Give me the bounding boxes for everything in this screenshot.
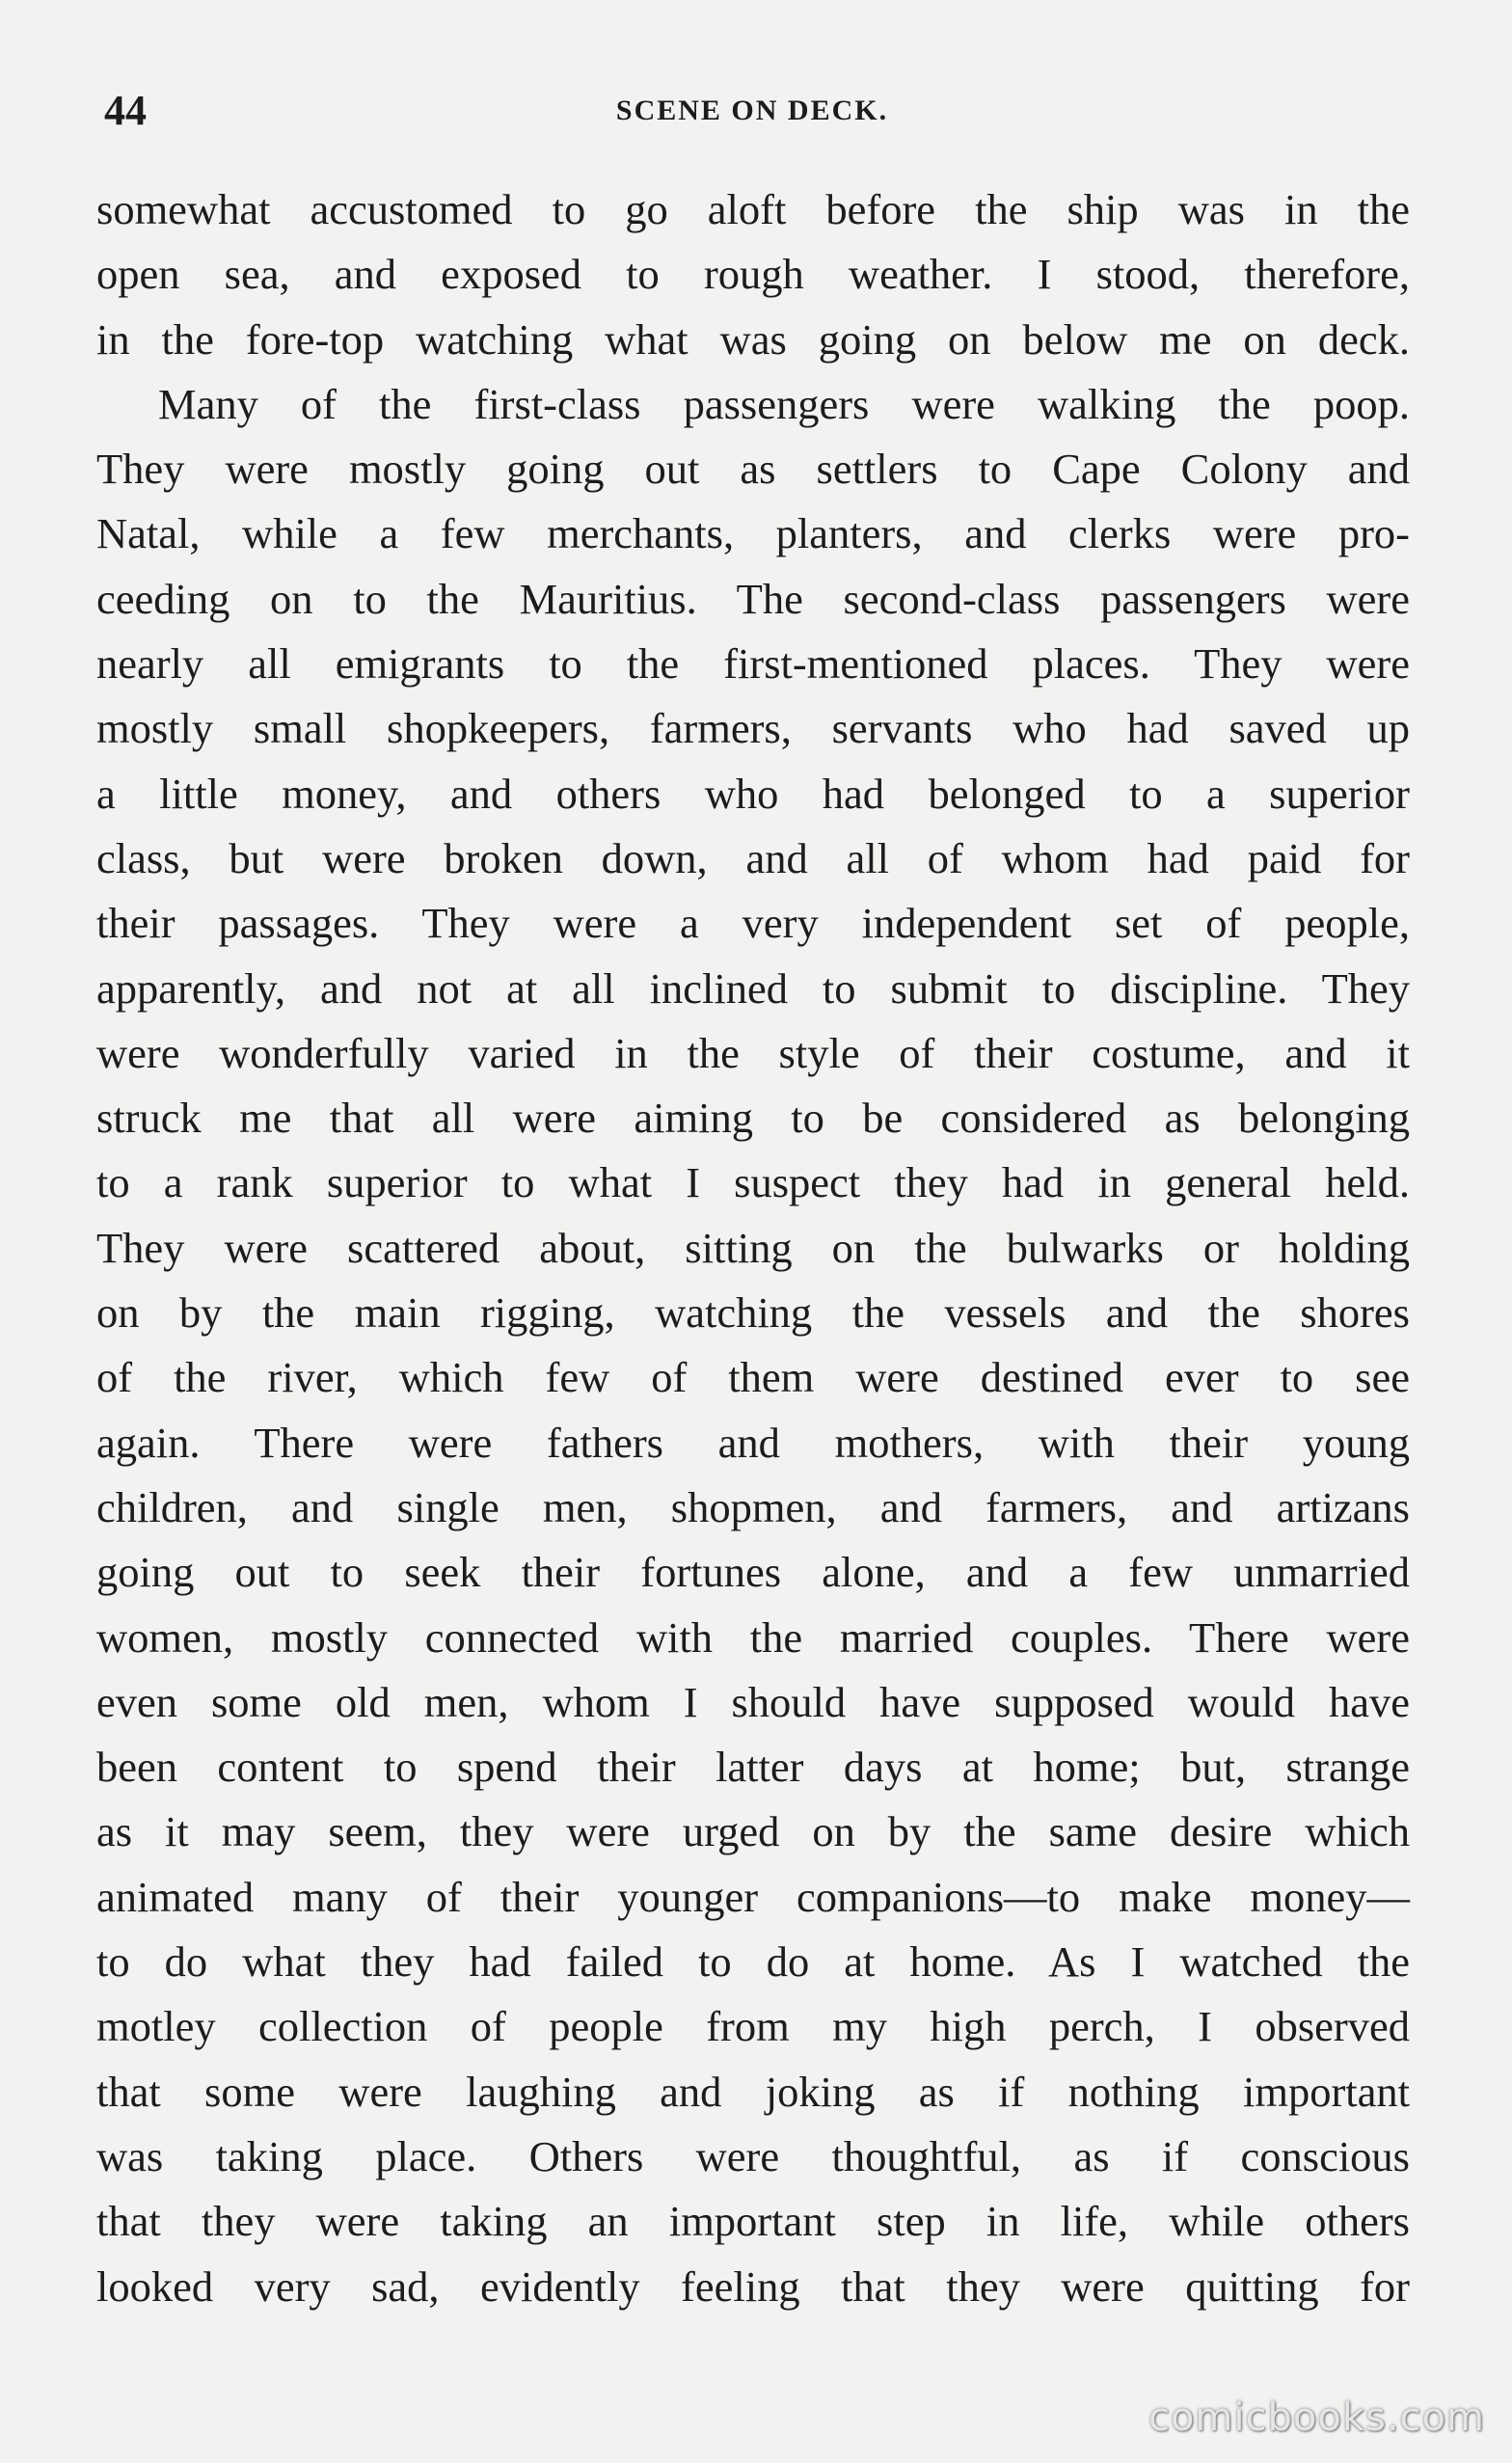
text-line: been content to spend their latter days at home; but, strange [96, 1743, 1410, 1792]
text-line: open sea, and exposed to rough weather. I stood, therefore, [96, 250, 1410, 299]
text-line: in the fore-top watching what was going on below me on deck. [96, 314, 1410, 364]
text-line: of the river, which few of them were destined ever to see [96, 1353, 1410, 1402]
text-line: They were scattered about, sitting on the bulwarks or holding [96, 1223, 1410, 1272]
page-number: 44 [104, 87, 147, 134]
text-line: struck me that all were aiming to be considered as belonging [96, 1094, 1410, 1143]
text-line: ceeding on to the Mauritius. The second-class passengers were [96, 574, 1410, 623]
text-line: somewhat accustomed to go aloft before the ship was in the [96, 185, 1410, 233]
text-line: class, but were broken down, and all of whom had paid for [96, 833, 1410, 882]
text-line: again. There were fathers and mothers, with their young [96, 1418, 1410, 1467]
text-line: Natal, while a few merchants, planters, and clerks were pro- [96, 509, 1410, 558]
text-line: women, mostly connected with the married couples. There were [96, 1612, 1410, 1662]
text-line: as it may seem, they were urged on by the same desire which [96, 1807, 1410, 1856]
text-line: nearly all emigrants to the first-mentioned places. They were [96, 639, 1410, 689]
watermark: comicbooks.com [1148, 2395, 1485, 2440]
paragraph-start-line: Many of the first-class passengers were walking the poop. [158, 379, 1410, 428]
text-line: to do what they had failed to do at home. As I watched the [96, 1937, 1410, 1987]
text-line: mostly small shopkeepers, farmers, servants who had saved up [96, 704, 1410, 753]
text-line: a little money, and others who had belonged to a superior [96, 769, 1410, 818]
text-line: even some old men, whom I should have supposed would have [96, 1677, 1410, 1726]
text-line: their passages. They were a very independent set of people, [96, 899, 1410, 948]
text-line: animated many of their younger companions—to make money— [96, 1872, 1410, 1921]
text-line: looked very sad, evidently feeling that they were quitting for [96, 2261, 1410, 2311]
text-line: motley collection of people from my high perch, I observed [96, 2002, 1410, 2051]
text-line: on by the main rigging, watching the vessels and the shores [96, 1288, 1410, 1338]
text-line: was taking place. Others were thoughtful, as if conscious [96, 2131, 1410, 2180]
text-line: were wonderfully varied in the style of their costume, and it [96, 1028, 1410, 1077]
body-text [96, 177, 1410, 2319]
text-line: that they were taking an important step in life, while others [96, 2197, 1410, 2246]
text-line: children, and single men, shopmen, and farmers, and artizans [96, 1482, 1410, 1531]
text-line: to a rank superior to what I suspect they had in general held. [96, 1158, 1410, 1207]
text-line: going out to seek their fortunes alone, and a few unmarried [96, 1548, 1410, 1597]
running-title: SCENE ON DECK. [615, 95, 889, 126]
text-line: that some were laughing and joking as if nothing important [96, 2067, 1410, 2116]
page-header [96, 77, 1408, 145]
text-line: They were mostly going out as settlers to Cape Colony and [96, 445, 1410, 494]
text-line: apparently, and not at all inclined to submit to discipline. They [96, 963, 1410, 1013]
